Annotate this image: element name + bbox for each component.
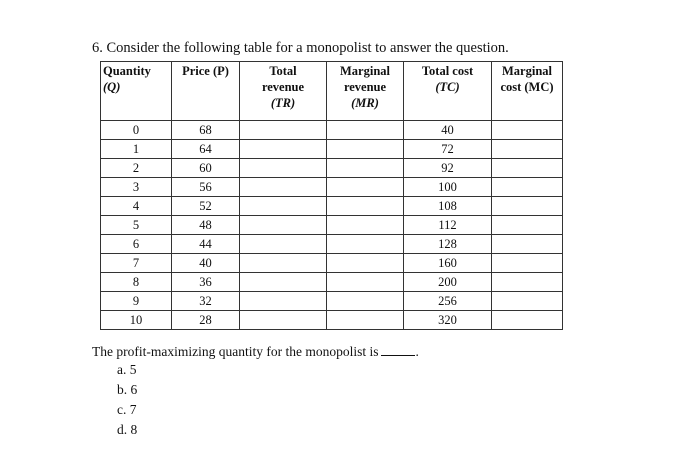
quantity-cell: 0 xyxy=(101,121,172,140)
marginal-revenue-cell xyxy=(327,216,404,235)
table-header-row xyxy=(101,62,563,121)
marginal-revenue-cell xyxy=(327,178,404,197)
price-cell: 68 xyxy=(172,121,240,140)
quantity-cell: 5 xyxy=(101,216,172,235)
quantity-cell: 3 xyxy=(101,178,172,197)
price-cell: 36 xyxy=(172,273,240,292)
total-revenue-cell xyxy=(240,159,327,178)
total-revenue-cell xyxy=(240,273,327,292)
total-cost-cell: 320 xyxy=(404,311,492,330)
total-cost-cell: 72 xyxy=(404,140,492,159)
option-label: c. xyxy=(117,402,127,417)
price-cell: 52 xyxy=(172,197,240,216)
marginal-revenue-cell xyxy=(327,311,404,330)
prompt-end: . xyxy=(415,344,419,359)
table-row xyxy=(101,216,563,235)
marginal-cost-cell xyxy=(492,140,563,159)
header-line: cost (MC) xyxy=(500,80,554,94)
marginal-revenue-cell xyxy=(327,197,404,216)
table-row xyxy=(101,197,563,216)
monopolist-table xyxy=(100,61,563,330)
header-line: Total xyxy=(269,64,297,78)
total-revenue-cell xyxy=(240,178,327,197)
question-number: 6. xyxy=(92,40,103,56)
quantity-cell: 8 xyxy=(101,273,172,292)
marginal-cost-cell xyxy=(492,254,563,273)
marginal-cost-cell xyxy=(492,159,563,178)
total-cost-cell: 160 xyxy=(404,254,492,273)
question-text: Consider the following table for a monopolist to answer the question. xyxy=(106,40,509,56)
header-line: Marginal xyxy=(502,64,552,78)
total-revenue-cell xyxy=(240,292,327,311)
marginal-cost-cell xyxy=(492,197,563,216)
price-cell: 56 xyxy=(172,178,240,197)
option-value: 7 xyxy=(129,402,137,417)
quantity-cell: 10 xyxy=(101,311,172,330)
price-cell: 32 xyxy=(172,292,240,311)
total-cost-cell: 112 xyxy=(404,216,492,235)
total-revenue-cell xyxy=(240,197,327,216)
marginal-revenue-cell xyxy=(327,254,404,273)
header-line: Total cost xyxy=(421,64,474,78)
header-line: (TC) xyxy=(435,80,460,94)
header-line: (TR) xyxy=(270,96,296,110)
price-cell: 28 xyxy=(172,311,240,330)
total-revenue-cell xyxy=(240,254,327,273)
marginal-revenue-cell xyxy=(327,235,404,254)
header-marginal-cost xyxy=(492,62,563,121)
table-row xyxy=(101,273,563,292)
marginal-revenue-cell xyxy=(327,140,404,159)
total-cost-cell: 128 xyxy=(404,235,492,254)
marginal-revenue-cell xyxy=(327,292,404,311)
marginal-cost-cell xyxy=(492,235,563,254)
price-cell: 40 xyxy=(172,254,240,273)
header-total-cost xyxy=(404,62,492,121)
header-total-revenue xyxy=(240,62,327,121)
price-cell: 64 xyxy=(172,140,240,159)
total-cost-cell: 92 xyxy=(404,159,492,178)
option-b[interactable] xyxy=(117,380,137,400)
total-revenue-cell xyxy=(240,216,327,235)
option-label: d. xyxy=(117,422,128,437)
table-row xyxy=(101,121,563,140)
header-line: (MR) xyxy=(351,96,379,110)
total-cost-cell: 100 xyxy=(404,178,492,197)
total-revenue-cell xyxy=(240,311,327,330)
answer-options xyxy=(117,360,137,440)
quantity-cell: 4 xyxy=(101,197,172,216)
marginal-cost-cell xyxy=(492,292,563,311)
quantity-cell: 1 xyxy=(101,140,172,159)
header-line: Marginal xyxy=(340,64,390,78)
table-row xyxy=(101,159,563,178)
header-line: revenue xyxy=(343,80,387,94)
header-quantity xyxy=(101,62,172,121)
price-cell: 60 xyxy=(172,159,240,178)
header-line: (Q) xyxy=(103,80,121,94)
option-value: 8 xyxy=(130,422,138,437)
header-line: Quantity xyxy=(103,64,151,78)
total-revenue-cell xyxy=(240,121,327,140)
marginal-cost-cell xyxy=(492,273,563,292)
quantity-cell: 6 xyxy=(101,235,172,254)
header-marginal-revenue xyxy=(327,62,404,121)
table-row xyxy=(101,292,563,311)
price-cell: 44 xyxy=(172,235,240,254)
quantity-cell: 9 xyxy=(101,292,172,311)
quantity-cell: 7 xyxy=(101,254,172,273)
option-value: 5 xyxy=(129,362,137,377)
header-line: Price (P) xyxy=(182,64,229,78)
marginal-cost-cell xyxy=(492,216,563,235)
price-cell: 48 xyxy=(172,216,240,235)
prompt-text: The profit-maximizing quantity for the monopolist is xyxy=(92,344,379,359)
table-row xyxy=(101,235,563,254)
header-price xyxy=(172,62,240,121)
total-cost-cell: 40 xyxy=(404,121,492,140)
table-row xyxy=(101,311,563,330)
quantity-cell: 2 xyxy=(101,159,172,178)
marginal-cost-cell xyxy=(492,178,563,197)
table-row xyxy=(101,140,563,159)
total-cost-cell: 108 xyxy=(404,197,492,216)
table-body xyxy=(101,121,563,330)
header-line: revenue xyxy=(261,80,305,94)
total-revenue-cell xyxy=(240,235,327,254)
table-row xyxy=(101,254,563,273)
answer-blank xyxy=(381,343,415,356)
question-prompt xyxy=(92,343,419,360)
option-c[interactable] xyxy=(117,400,137,420)
marginal-cost-cell xyxy=(492,121,563,140)
question-heading xyxy=(92,40,509,57)
marginal-revenue-cell xyxy=(327,121,404,140)
marginal-revenue-cell xyxy=(327,159,404,178)
option-label: b. xyxy=(117,382,128,397)
total-cost-cell: 200 xyxy=(404,273,492,292)
marginal-revenue-cell xyxy=(327,273,404,292)
table-row xyxy=(101,178,563,197)
marginal-cost-cell xyxy=(492,311,563,330)
option-a[interactable] xyxy=(117,360,137,380)
total-revenue-cell xyxy=(240,140,327,159)
option-label: a. xyxy=(117,362,127,377)
option-d[interactable] xyxy=(117,420,137,440)
total-cost-cell: 256 xyxy=(404,292,492,311)
option-value: 6 xyxy=(130,382,138,397)
